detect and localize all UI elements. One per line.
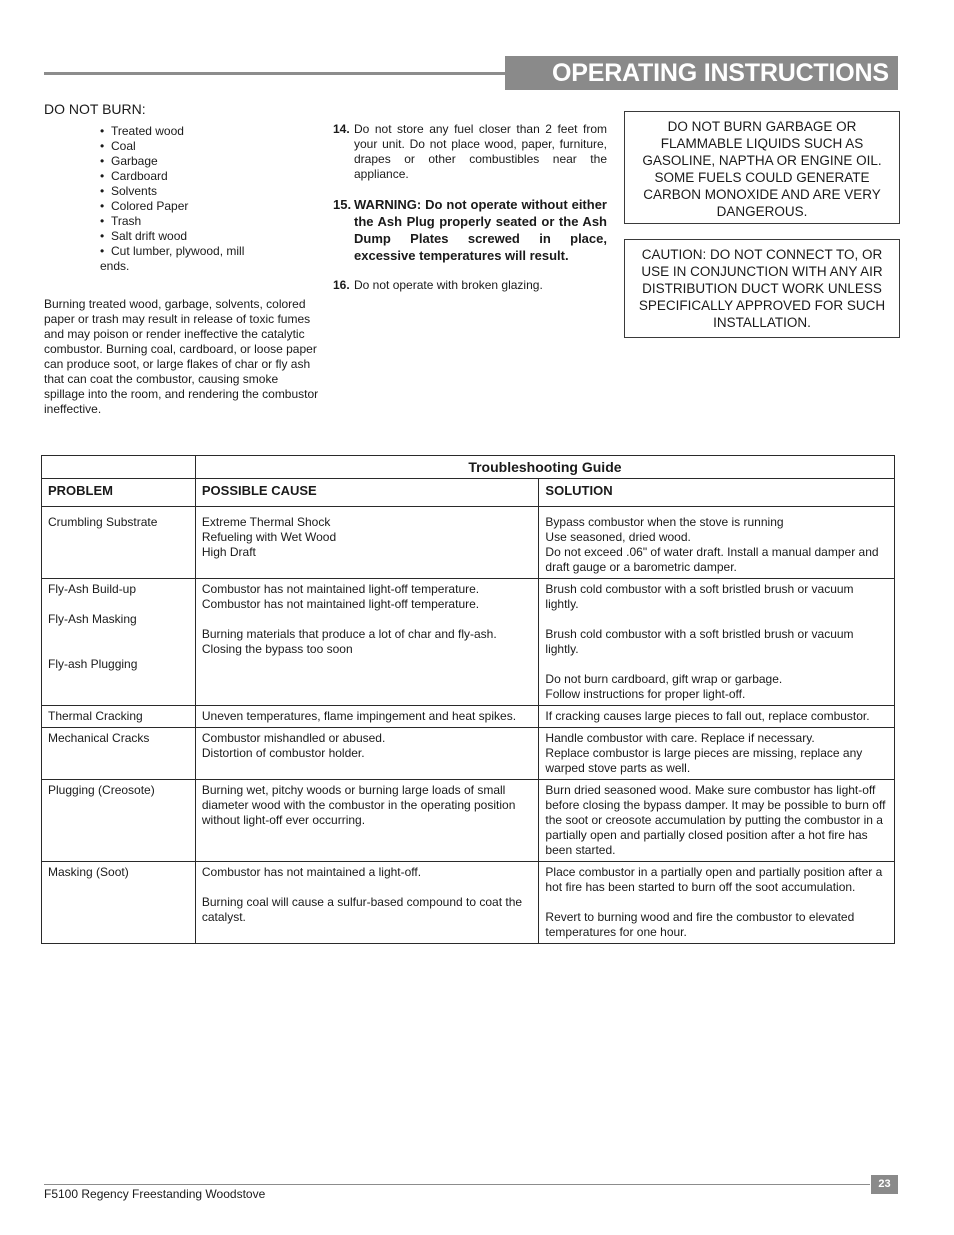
list-item: • Garbage [100, 154, 320, 169]
footer-rule [44, 1184, 870, 1185]
item-number: 15. [333, 197, 352, 212]
table-row [42, 780, 895, 862]
column-header-cause: POSSIBLE CAUSE [195, 479, 539, 507]
problem-cell [42, 706, 196, 728]
problem-cell [42, 728, 196, 780]
cell-line: Burn dried seasoned wood. Make sure combustor has light-off before closing the bypass damper. It may be possible to burn off the soot or creosote accumulation by putting the combustor in a partially open and partially closed position after a hot fire has been started. [545, 783, 886, 857]
instruction-15-warning [333, 196, 607, 264]
cell-line: Do not exceed .06" of water draft. Install a manual damper and draft gauge or a barometric damper. [545, 545, 879, 574]
list-item: • Salt drift wood [100, 229, 320, 244]
duct-caution-box: CAUTION: DO NOT CONNECT TO, OR USE IN CONJUNCTION WITH ANY AIR DISTRIBUTION DUCT WORK UNLESS SPECIFICALLY APPROVED FOR SUCH INSTALLATION. [624, 239, 900, 338]
list-item: • Treated wood [100, 124, 320, 139]
cell-line: Combustor has not maintained light-off temperature. [201, 582, 480, 596]
list-item [100, 244, 320, 274]
cell-line: Thermal Cracking [48, 709, 143, 723]
cell-spacer [48, 597, 189, 612]
cause-cell [195, 728, 539, 780]
list-item: • Trash [100, 214, 320, 229]
cell-spacer [545, 612, 888, 627]
cell-line: Burning coal will cause a sulfur-based compound to coat the catalyst. [201, 895, 523, 924]
table-row [42, 579, 895, 706]
problem-cell [42, 780, 196, 862]
list-item: • Solvents [100, 184, 320, 199]
cell-line: Mechanical Cracks [48, 731, 150, 745]
cell-spacer [48, 627, 189, 642]
section-title: OPERATING INSTRUCTIONS [505, 56, 898, 90]
item-text: Do not operate with broken glazing. [354, 278, 543, 292]
column-header-problem: PROBLEM [42, 479, 196, 507]
cell-line: Distortion of combustor holder. [201, 746, 365, 760]
cell-line: Closing the bypass too soon [201, 642, 353, 656]
solution-cell [539, 728, 895, 780]
list-item: • Cardboard [100, 169, 320, 184]
solution-cell [539, 579, 895, 706]
cell-line: Use seasoned, dried wood. [545, 530, 691, 544]
cause-cell [195, 706, 539, 728]
solution-cell [539, 507, 895, 579]
cell-line: Bypass combustor when the stove is running [545, 515, 784, 529]
item-text: Do not store any fuel closer than 2 feet from your unit. Do not place wood, paper, furniture, drapes or other combustibles near the appliance. [354, 122, 607, 181]
cell-line: Combustor has not maintained a light-off. [201, 865, 422, 879]
cell-line: Do not burn cardboard, gift wrap or garbage. [545, 672, 783, 686]
cell-spacer [202, 612, 533, 627]
fuel-warning-box: DO NOT BURN GARBAGE OR FLAMMABLE LIQUIDS SUCH AS GASOLINE, NAPTHA OR ENGINE OIL. SOME FUELS COULD GENERATE CARBON MONOXIDE AND ARE VERY DANGEROUS. [624, 111, 900, 224]
cause-cell [195, 862, 539, 944]
table-title-row [42, 456, 895, 479]
troubleshooting-table [41, 455, 895, 944]
cell-line: Handle combustor with care. Replace if necessary. [545, 731, 815, 745]
problem-cell [42, 507, 196, 579]
page-number: 23 [871, 1175, 898, 1194]
instruction-14 [333, 122, 607, 182]
table-row [42, 728, 895, 780]
cell-spacer [545, 895, 888, 910]
cell-line: Fly-Ash Masking [48, 612, 137, 626]
cause-cell [195, 780, 539, 862]
cell-line: Place combustor in a partially open and partially position after a hot fire has been started to burn off the soot accumulation. [545, 865, 883, 894]
list-item-continuation: ends. [100, 259, 130, 273]
list-item: • Coal [100, 139, 320, 154]
blank-corner-cell [42, 456, 196, 479]
instruction-16 [333, 278, 607, 293]
cell-line: Extreme Thermal Shock [201, 515, 331, 529]
item-text: WARNING: Do not operate without either the Ash Plug properly seated or the Ash Dump Plates screwed in place, excessive temperatures will result. [354, 197, 607, 263]
table-row [42, 706, 895, 728]
footer-product-name: F5100 Regency Freestanding Woodstove [44, 1187, 266, 1201]
cell-line: Brush cold combustor with a soft bristled brush or vacuum lightly. [545, 582, 854, 611]
solution-cell [539, 780, 895, 862]
cell-line: Refueling with Wet Wood [201, 530, 337, 544]
item-number: 16. [333, 278, 350, 292]
cell-line: Brush cold combustor with a soft bristled brush or vacuum lightly. [545, 627, 854, 656]
list-item-text: Cut lumber, plywood, mill [111, 244, 245, 258]
solution-cell [539, 706, 895, 728]
problem-cell [42, 579, 196, 706]
cause-cell [195, 579, 539, 706]
do-not-burn-paragraph: Burning treated wood, garbage, solvents, colored paper or trash may result in release of toxic fumes and may poison or render ineffective the catalytic combustor. Burning coal, cardboard, or loose paper can produce soot, or large flakes of char or fly ash that can coat the combustor, causing smoke spillage into the room, and rendering the combustor ineffective. [44, 297, 319, 416]
cell-spacer [48, 642, 189, 657]
column-header-solution: SOLUTION [539, 479, 895, 507]
do-not-burn-heading: DO NOT BURN: [44, 101, 146, 117]
cell-spacer [202, 880, 533, 895]
table-row [42, 862, 895, 944]
cell-line: Fly-ash Plugging [48, 657, 138, 671]
list-item: • Colored Paper [100, 199, 320, 214]
cell-line: Burning materials that produce a lot of char and fly-ash. [201, 627, 497, 641]
table-row [42, 507, 895, 579]
cell-line: Replace combustor is large pieces are missing, replace any warped stove parts as well. [545, 746, 863, 775]
item-number: 14. [333, 122, 350, 136]
cell-line: Plugging (Creosote) [48, 783, 155, 797]
cell-line: Masking (Soot) [48, 865, 129, 879]
table-title: Troubleshooting Guide [195, 456, 894, 479]
do-not-burn-list [44, 124, 320, 274]
solution-cell [539, 862, 895, 944]
numbered-instructions [333, 122, 607, 307]
cell-line: Combustor mishandled or abused. [201, 731, 386, 745]
cell-line: If cracking causes large pieces to fall out, replace combustor. [545, 709, 870, 723]
cell-line: Combustor has not maintained light-off temperature. [201, 597, 480, 611]
cell-line: Crumbling Substrate [48, 515, 158, 529]
header-rule [44, 72, 506, 75]
table-header-row [42, 479, 895, 507]
cell-line: Burning wet, pitchy woods or burning large loads of small diameter wood with the combustor in the operating position without light-off ever occurring. [201, 783, 516, 827]
cell-line: Fly-Ash Build-up [48, 582, 137, 596]
cell-line: Revert to burning wood and fire the combustor to elevated temperatures for one hour. [545, 910, 855, 939]
cell-spacer [545, 657, 888, 672]
problem-cell [42, 862, 196, 944]
cell-line: Follow instructions for proper light-off. [545, 687, 746, 701]
cause-cell [195, 507, 539, 579]
cell-line: High Draft [201, 545, 256, 559]
do-not-burn-section [44, 100, 320, 417]
cell-line: Uneven temperatures, flame impingement and heat spikes. [201, 709, 517, 723]
